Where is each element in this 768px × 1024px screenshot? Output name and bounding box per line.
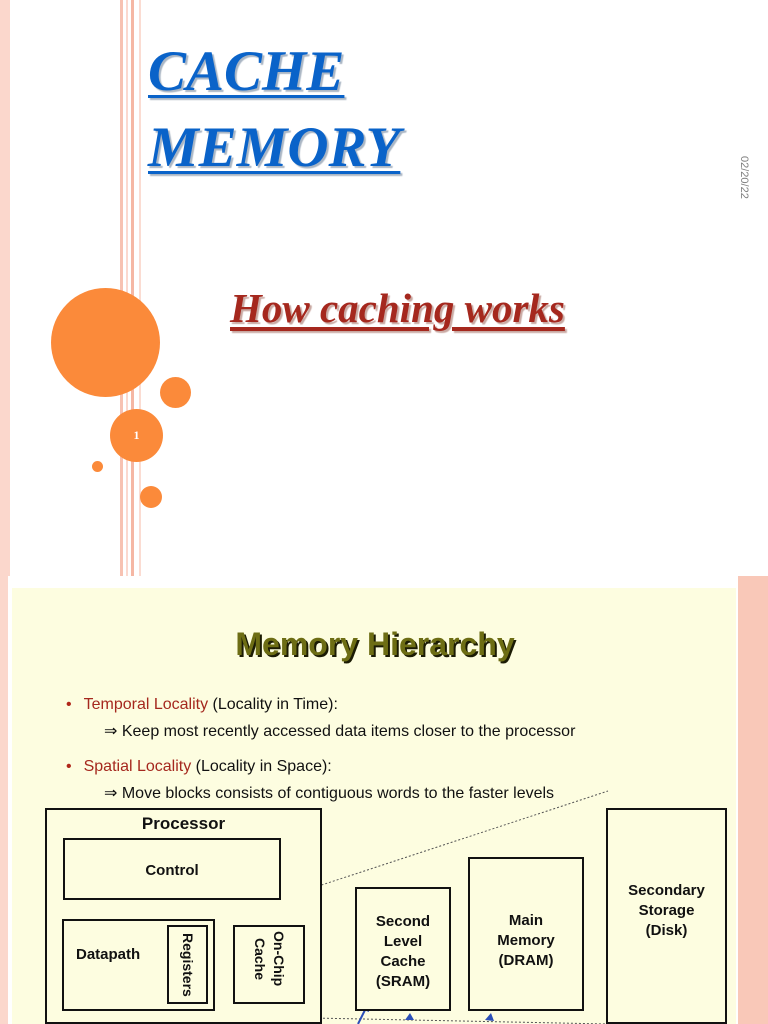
bullet-sub-spatial: ⇒ Move blocks consists of contiguous words to the faster levels [104, 785, 555, 802]
decor-circle-medium [160, 377, 191, 408]
title-line-1: CACHE [148, 40, 345, 103]
memory-hierarchy-slide [0, 576, 768, 1024]
decor-circle-small [92, 461, 103, 472]
slide-date: 02/20/22 [738, 156, 750, 199]
processor-label: Processor [141, 814, 226, 833]
decor-stripe [126, 0, 128, 576]
decor-stripe [139, 0, 141, 576]
onchip-cache-line: Cache [252, 937, 268, 980]
storage-line: Storage [638, 902, 695, 919]
memory-line: Memory [497, 932, 555, 949]
slide-title [148, 34, 400, 186]
bullet-sub-temporal: ⇒ Keep most recently accessed data items closer to the processor [104, 723, 576, 740]
memory-line: (DRAM) [498, 952, 554, 969]
slide-number: 1 [133, 428, 140, 442]
secondary-storage-label [606, 881, 727, 941]
decor-circle-large [51, 288, 160, 397]
cache-line: (SRAM) [375, 973, 431, 990]
control-label: Control [145, 862, 199, 879]
decor-stripe [120, 0, 123, 576]
second-level-cache-label [355, 912, 451, 992]
registers-label: Registers [180, 932, 196, 997]
cache-line: Cache [380, 953, 426, 970]
bullet-marker: • [66, 758, 72, 775]
bullet-term: Temporal Locality [83, 696, 209, 713]
bullet-term: Spatial Locality [83, 758, 192, 775]
left-stripe [0, 0, 10, 576]
onchip-cache-label [250, 931, 288, 986]
onchip-cache-line: On-Chip [271, 931, 287, 987]
datapath-label: Datapath [76, 946, 141, 963]
decor-circle-small [140, 486, 162, 508]
storage-line: Secondary [628, 882, 705, 899]
cache-line: Level [383, 933, 423, 950]
bullet-marker: • [66, 696, 72, 713]
bullet-rest: (Locality in Space): [191, 758, 332, 775]
cache-line: Second [375, 913, 431, 930]
arrow-head [485, 1013, 494, 1021]
slide-subtitle: How caching works [230, 285, 565, 331]
title-line-2: MEMORY [148, 116, 401, 179]
arrow-head [405, 1013, 414, 1020]
bullet-rest: (Locality in Time): [208, 696, 338, 713]
decor-stripe [131, 0, 134, 576]
storage-line: (Disk) [645, 922, 688, 939]
main-memory-label [468, 911, 584, 971]
memory-line: Main [508, 912, 544, 929]
slide-heading: Memory Hierarchy [235, 626, 515, 662]
